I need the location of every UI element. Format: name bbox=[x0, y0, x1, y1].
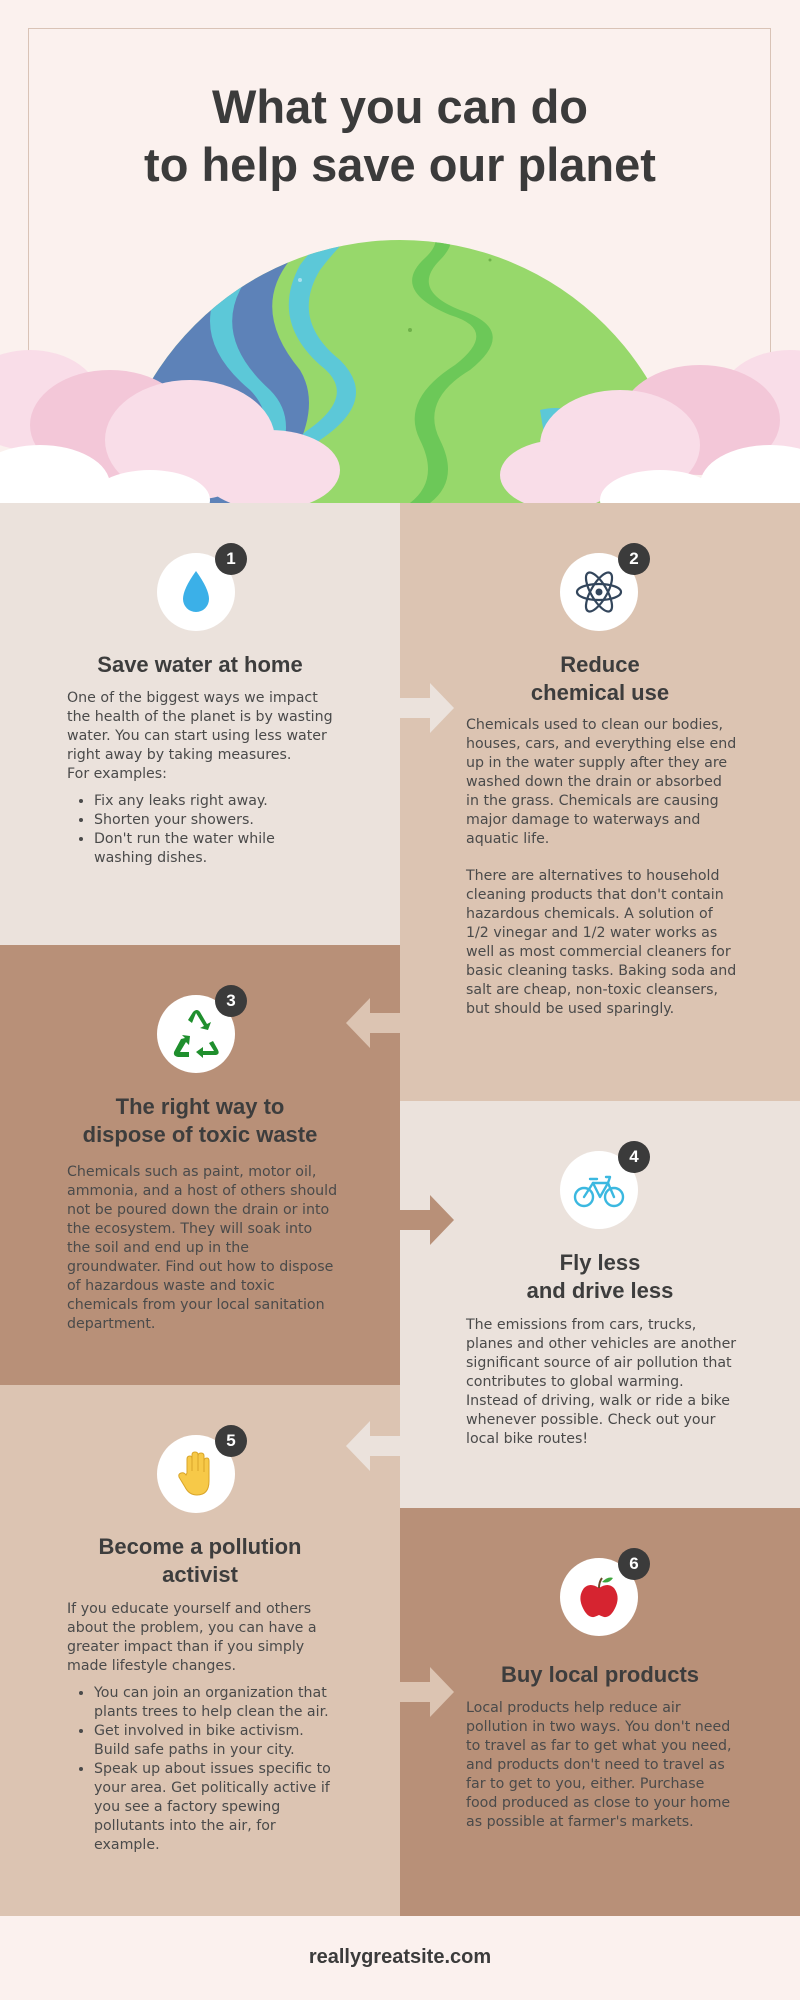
step-1-list bbox=[67, 792, 337, 868]
step-5-title-line-1: Become a pollution bbox=[98, 1534, 302, 1559]
step-5-paragraph-1: If you educate yourself and others about the problem, you can have a greater impact than if you simply made lifestyle changes. bbox=[67, 1601, 317, 1674]
step-6-number: 6 bbox=[618, 1548, 650, 1580]
step-5-list bbox=[67, 1684, 339, 1855]
step-3-badge bbox=[157, 991, 236, 1073]
earth-icon bbox=[0, 200, 800, 503]
page-title bbox=[0, 78, 800, 194]
step-2-title-line-2: chemical use bbox=[530, 680, 670, 705]
step-6-title bbox=[430, 1661, 770, 1689]
step-2-number: 2 bbox=[618, 543, 650, 575]
list-item: • Fix any leaks right away. bbox=[94, 792, 337, 811]
arrow-left-icon bbox=[346, 1421, 400, 1471]
step-2-title-line-1: Reduce bbox=[560, 652, 640, 677]
arrow-right-icon bbox=[400, 1667, 454, 1717]
arrow-left-icon bbox=[346, 998, 400, 1048]
step-5-title-line-2: activist bbox=[162, 1562, 238, 1587]
step-5-body bbox=[67, 1600, 339, 1855]
step-4-title-line-2: and drive less bbox=[526, 1278, 674, 1303]
step-1-title-line-1: Save water at home bbox=[97, 652, 303, 677]
step-1-title bbox=[30, 651, 370, 679]
step-1-number: 1 bbox=[215, 543, 247, 575]
step-3-title-line-1: The right way to bbox=[115, 1094, 285, 1119]
step-4-number: 4 bbox=[618, 1141, 650, 1173]
step-2-badge bbox=[560, 549, 639, 631]
step-3-title bbox=[30, 1093, 370, 1149]
page-title-line-1: What you can do bbox=[212, 80, 588, 133]
step-5-badge bbox=[157, 1431, 236, 1513]
footer-website[interactable]: reallygreatsite.com bbox=[308, 1946, 492, 1968]
step-2-body bbox=[466, 716, 738, 1019]
step-6-paragraph-1: Local products help reduce air pollution in two ways. You don't need to travel as far to get what you need, and products don't need to travel as far to get to you, either. Purchase food produced as close to your home as possible at farmer's markets. bbox=[466, 1700, 732, 1830]
step-2-paragraph-2: There are alternatives to household cleaning products that don't contain hazardous chemicals. A solution of 1/2 vinegar and 1/2 water works as well as most commercial cleaners for basic cleaning tasks. Baking soda and salt are cheap, non-toxic cleansers, but should be used sparingly. bbox=[466, 868, 737, 1017]
list-item: • Don't run the water while washing dishes. bbox=[94, 830, 337, 868]
step-2-title bbox=[430, 651, 770, 707]
list-item: • Speak up about issues specific to your area. Get politically active if you see a factory spewing pollutants into the air, for example. bbox=[94, 1760, 339, 1855]
arrow-right-icon bbox=[400, 1195, 454, 1245]
steps-grid bbox=[0, 503, 800, 1916]
step-3-paragraph-1: Chemicals such as paint, motor oil, ammonia, and a host of others should not be poured down the drain or into the ecosystem. They will soak into the soil and end up in the groundwater. Find out how to dispose of hazardous waste and toxic chemicals from your local sanitation department. bbox=[67, 1164, 338, 1332]
step-3-panel bbox=[0, 945, 400, 1385]
list-item: • Get involved in bike activism. Build safe paths in your city. bbox=[94, 1722, 339, 1760]
step-3-title-line-2: dispose of toxic waste bbox=[82, 1122, 318, 1147]
step-4-title-line-1: Fly less bbox=[559, 1250, 641, 1275]
step-6-panel bbox=[400, 1508, 800, 1916]
step-1-badge bbox=[157, 549, 236, 631]
step-2-panel bbox=[400, 503, 800, 1101]
step-1-body bbox=[67, 689, 337, 868]
earth-illustration bbox=[0, 200, 800, 503]
step-1-paragraph-2: For examples: bbox=[67, 766, 167, 782]
step-1-paragraph-1: One of the biggest ways we impact the health of the planet is by wasting water. You can start using less water right away by taking measures. bbox=[67, 690, 333, 763]
list-item: • You can join an organization that plants trees to help clean the air. bbox=[94, 1684, 339, 1722]
step-6-body bbox=[466, 1699, 738, 1832]
step-4-body bbox=[466, 1316, 738, 1449]
step-1-panel bbox=[0, 503, 400, 945]
step-3-number: 3 bbox=[215, 985, 247, 1017]
step-5-number: 5 bbox=[215, 1425, 247, 1457]
step-5-panel bbox=[0, 1385, 400, 1916]
step-4-title bbox=[430, 1249, 770, 1305]
step-6-title-line-1: Buy local products bbox=[500, 1662, 700, 1687]
step-3-body bbox=[67, 1163, 339, 1334]
step-2-paragraph-1: Chemicals used to clean our bodies, houses, cars, and everything else end up in the water supply after they are washed down the drain or absorbed in the grass. Chemicals are causing major damage to waterways and aquatic life. bbox=[466, 717, 737, 847]
list-item: • Shorten your showers. bbox=[94, 811, 337, 830]
step-5-title bbox=[30, 1533, 370, 1589]
step-6-badge bbox=[560, 1554, 639, 1636]
step-4-panel bbox=[400, 1101, 800, 1508]
arrow-right-icon bbox=[400, 683, 454, 733]
step-4-badge bbox=[560, 1147, 639, 1229]
step-4-paragraph-1: The emissions from cars, trucks, planes and other vehicles are another significant source of air pollution that contributes to global warming. Instead of driving, walk or ride a bike whenever possible. Check out your local bike routes! bbox=[466, 1317, 737, 1447]
page-title-line-2: to help save our planet bbox=[144, 138, 656, 191]
